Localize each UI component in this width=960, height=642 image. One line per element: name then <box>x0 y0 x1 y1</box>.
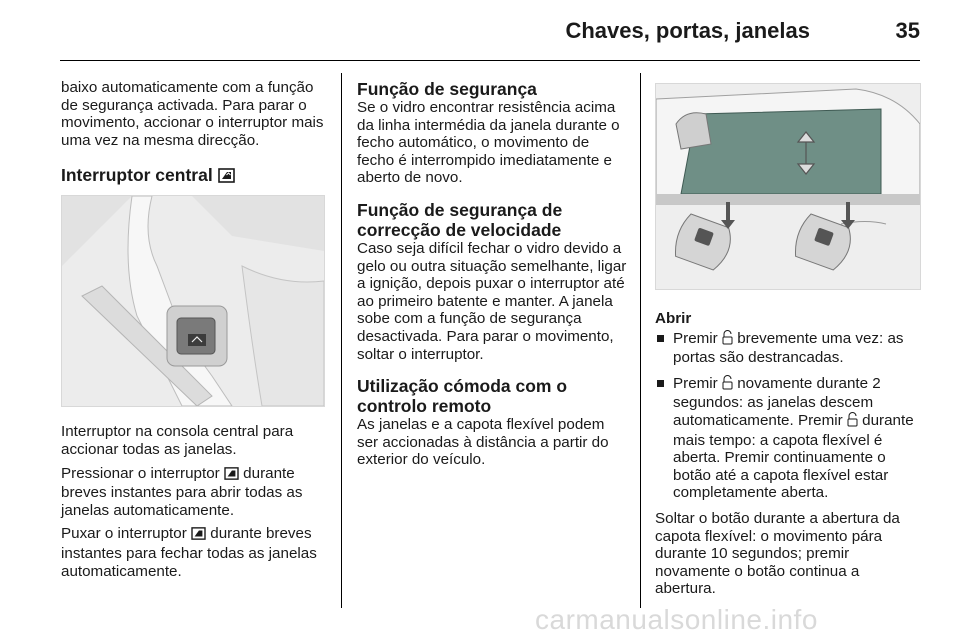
window-switch-icon <box>218 167 235 187</box>
column-right <box>655 83 923 604</box>
column-divider-2 <box>640 73 641 608</box>
safety-function-paragraph: Se o vidro encontrar resistência acima da linha intermédia da janela durante o fecho automático, o movimento de fecho é interrompido imediatamente e aberto de novo. <box>357 99 620 187</box>
unlock-icon <box>722 330 733 350</box>
pull-text-start: Puxar o interruptor <box>61 525 187 543</box>
watermark: carmanualsonline.info <box>535 604 818 635</box>
bullet1-end: brevemente uma vez: as portas são destrancadas. <box>673 329 904 367</box>
press-text-start: Pressionar o interruptor <box>61 464 220 482</box>
open-heading: Abrir <box>655 310 692 327</box>
pull-switch-paragraph <box>61 525 326 580</box>
console-caption: Interruptor na consola central para accionar todas as janelas. <box>61 423 294 458</box>
bullet2-start: Premir <box>673 374 718 392</box>
remote-window-illustration <box>655 83 921 290</box>
column-divider-1 <box>341 73 342 608</box>
pull-text-end: durante breves instantes para fechar todas as janelas automaticamente. <box>61 525 317 580</box>
intro-paragraph: baixo automaticamente com a função de segurança activada. Para parar o movimento, accionar o interruptor mais uma vez na mesma direcção. <box>61 79 324 149</box>
unlock-icon <box>722 375 733 395</box>
header-title: Chaves, portas, janelas <box>565 18 810 43</box>
bullet2-middle: novamente durante 2 segundos: as janelas descem automaticamente. Premir <box>673 374 881 429</box>
header-rule <box>60 60 920 61</box>
remote-control-heading: Utilização cómoda com o controlo remoto <box>357 376 568 417</box>
central-switch-heading-text: Interruptor central <box>61 165 213 186</box>
override-paragraph: Caso seja difícil fechar o vidro devido a gelo ou outra situação semelhante, ligar a ignição, depois puxar o interruptor até ao primeiro batente e manter. A janela sobe com a função de segurança desactivada. Para parar o movimento, soltar o interruptor. <box>357 239 627 363</box>
central-switch-heading <box>61 165 326 187</box>
override-heading: Função de segurança de correcção de velocidade <box>357 199 563 240</box>
safety-function-heading: Função de segurança <box>357 79 537 99</box>
press-switch-paragraph <box>61 465 326 520</box>
column-left <box>61 79 326 586</box>
press-text-end: durante breves instantes para abrir todas as janelas automaticamente. <box>61 464 303 519</box>
page-number: 35 <box>895 18 920 43</box>
release-paragraph: Soltar o botão durante a abertura da capota flexível: o movimento pára durante 10 segundos; premir novamente o botão continua a abertura. <box>655 509 900 598</box>
remote-control-paragraph: As janelas e a capota flexível podem ser accionadas à distância a partir do exterior do veículo. <box>357 416 609 469</box>
list-item <box>655 330 923 367</box>
list-item <box>655 375 923 502</box>
console-switch-illustration <box>61 195 325 407</box>
bullet2-end: durante mais tempo: a capota flexível é aberta. Premir continuamente o botão até a capota flexível estar completamente aberta. <box>673 411 914 502</box>
open-instructions-list <box>655 330 923 502</box>
column-middle <box>357 79 629 475</box>
unlock-icon <box>847 412 858 432</box>
window-switch-icon <box>224 467 239 485</box>
window-switch-icon <box>191 527 206 545</box>
bullet1-start: Premir <box>673 329 718 347</box>
